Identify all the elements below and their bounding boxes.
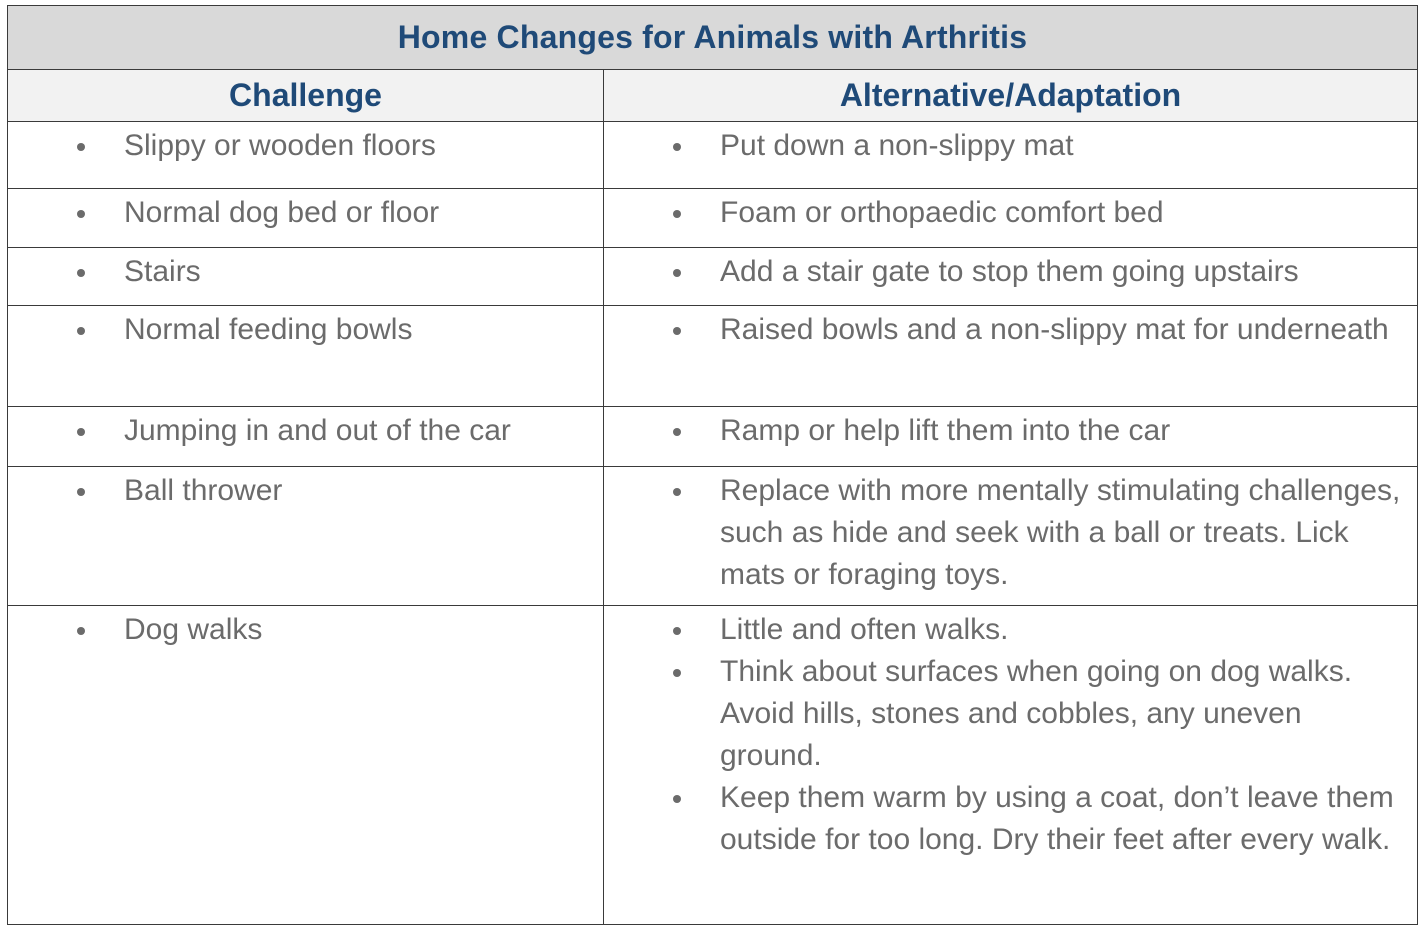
list-item — [8, 470, 603, 512]
header-alternative: Alternative/Adaptation — [839, 77, 1182, 113]
alternative-cell — [604, 407, 1417, 466]
column-header-row — [8, 70, 1417, 122]
alternative-text: Put down a non-slippy mat — [720, 129, 1074, 162]
challenge-cell — [8, 467, 604, 605]
challenge-list — [8, 410, 603, 452]
table-row — [8, 189, 1417, 248]
alternative-list — [604, 609, 1417, 861]
challenge-text: Ball thrower — [124, 474, 283, 507]
table-title: Home Changes for Animals with Arthritis — [397, 19, 1028, 55]
bullet-icon — [77, 210, 85, 218]
challenge-cell — [8, 606, 604, 924]
list-item — [8, 609, 603, 651]
challenge-text: Slippy or wooden floors — [124, 129, 436, 162]
bullet-icon — [673, 488, 681, 496]
alternative-list — [604, 251, 1417, 293]
challenge-text: Normal feeding bowls — [124, 313, 413, 346]
list-item — [604, 192, 1417, 234]
challenge-cell — [8, 407, 604, 466]
list-item — [8, 251, 603, 293]
table-row — [8, 306, 1417, 407]
bullet-icon — [673, 327, 681, 335]
challenge-cell — [8, 248, 604, 305]
list-item — [604, 470, 1417, 596]
challenge-text: Normal dog bed or floor — [124, 196, 440, 229]
list-item — [604, 651, 1417, 777]
bullet-icon — [673, 143, 681, 151]
bullet-icon — [673, 210, 681, 218]
challenge-text: Dog walks — [124, 613, 263, 646]
bullet-icon — [673, 428, 681, 436]
challenge-cell — [8, 189, 604, 247]
alternative-cell — [604, 606, 1417, 924]
alternative-text: Add a stair gate to stop them going upstairs — [720, 255, 1299, 288]
home-changes-table — [7, 5, 1418, 925]
list-item — [8, 125, 603, 167]
bullet-icon — [673, 795, 681, 803]
list-item — [604, 609, 1417, 651]
challenge-list — [8, 192, 603, 234]
alternative-list — [604, 410, 1417, 452]
table-row — [8, 407, 1417, 467]
list-item — [604, 410, 1417, 452]
alternative-text: Ramp or help lift them into the car — [720, 414, 1171, 447]
alternative-text: Keep them warm by using a coat, don’t leave them outside for too long. Dry their feet after every walk. — [720, 781, 1394, 856]
table-row — [8, 122, 1417, 189]
alternative-cell — [604, 122, 1417, 188]
bullet-icon — [673, 269, 681, 277]
table-row — [8, 467, 1417, 606]
bullet-icon — [77, 269, 85, 277]
bullet-icon — [673, 669, 681, 677]
bullet-icon — [77, 627, 85, 635]
list-item — [8, 192, 603, 234]
list-item — [8, 410, 603, 452]
table-row — [8, 606, 1417, 924]
challenge-list — [8, 251, 603, 293]
list-item — [604, 251, 1417, 293]
alternative-text: Replace with more mentally stimulating challenges, such as hide and seek with a ball or treats. Lick mats or foraging toys. — [720, 474, 1401, 591]
alternative-text: Raised bowls and a non-slippy mat for underneath — [720, 313, 1389, 346]
table-row — [8, 248, 1417, 306]
alternative-cell — [604, 248, 1417, 305]
challenge-text: Jumping in and out of the car — [124, 414, 511, 447]
bullet-icon — [77, 143, 85, 151]
challenge-cell — [8, 306, 604, 406]
alternative-text: Think about surfaces when going on dog walks. Avoid hills, stones and cobbles, any uneven ground. — [720, 655, 1353, 772]
challenge-list — [8, 125, 603, 167]
challenge-list — [8, 309, 603, 351]
alternative-list — [604, 192, 1417, 234]
alternative-list — [604, 125, 1417, 167]
header-challenge: Challenge — [229, 77, 382, 113]
challenge-cell — [8, 122, 604, 188]
alternative-list — [604, 470, 1417, 596]
header-challenge-cell — [8, 70, 604, 121]
alternative-cell — [604, 467, 1417, 605]
bullet-icon — [673, 627, 681, 635]
header-alternative-cell — [604, 70, 1417, 121]
alternative-text: Foam or orthopaedic comfort bed — [720, 196, 1164, 229]
bullet-icon — [77, 327, 85, 335]
challenge-list — [8, 609, 603, 651]
alternative-text: Little and often walks. — [720, 613, 1009, 646]
challenge-text: Stairs — [124, 255, 201, 288]
list-item — [8, 309, 603, 351]
alternative-cell — [604, 189, 1417, 247]
list-item — [604, 125, 1417, 167]
challenge-list — [8, 470, 603, 512]
bullet-icon — [77, 488, 85, 496]
alternative-list — [604, 309, 1417, 351]
alternative-cell — [604, 306, 1417, 406]
list-item — [604, 777, 1417, 861]
bullet-icon — [77, 428, 85, 436]
table-title-row — [8, 6, 1417, 70]
list-item — [604, 309, 1417, 351]
